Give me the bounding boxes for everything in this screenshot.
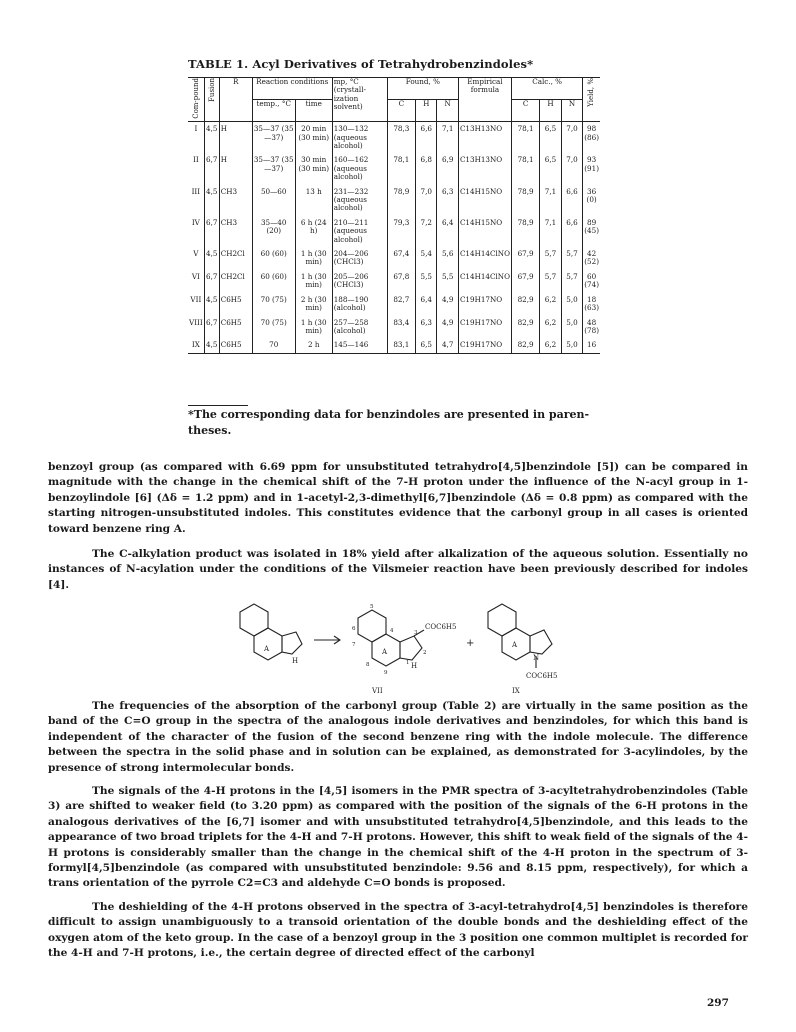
table-row: [188, 185, 600, 216]
header-yield: Yield, %: [583, 78, 600, 122]
cell-calc-h: 6,2: [540, 293, 561, 316]
table-row: [188, 216, 600, 247]
cell-yield: 36 (0): [583, 185, 600, 216]
cell-found-c: 83,1: [387, 338, 415, 353]
cell-found-c: 79,3: [387, 216, 415, 247]
cell-temp: 50—60: [252, 185, 295, 216]
cell-calc-n: 6,6: [561, 216, 583, 247]
cell-found-n: 7,1: [437, 122, 458, 154]
cell-found-h: 6,6: [416, 122, 437, 154]
cell-calc-c: 78,1: [511, 122, 539, 154]
cell-time: 2 h (30 min): [295, 293, 332, 316]
ring-label-a-middle: A: [382, 648, 388, 656]
cell-calc-c: 67,9: [511, 270, 539, 293]
cell-calc-c: 78,9: [511, 216, 539, 247]
header-calc-h: H: [540, 100, 561, 122]
cell-calc-n: 6,6: [561, 185, 583, 216]
cell-mp: 130—132 (aqueous alcohol): [332, 122, 387, 154]
header-found-h: H: [416, 100, 437, 122]
cell-found-n: 6,3: [437, 185, 458, 216]
cell-calc-c: 78,1: [511, 153, 539, 184]
cell-time: 2 h: [295, 338, 332, 353]
benzene-ring-a: [254, 628, 282, 660]
cell-calc-c: 82,9: [511, 316, 539, 339]
cell-calc-n: 5,0: [561, 293, 583, 316]
table-title: TABLE 1. Acyl Derivatives of Tetrahydrobenzindoles*: [188, 57, 534, 71]
cell-fusion: 4,5: [204, 293, 219, 316]
cell-fusion: 6,7: [204, 316, 219, 339]
benzoyl-label-top: COC6H5: [425, 623, 457, 631]
ring-label-a-left: A: [264, 645, 270, 653]
cell-mp: 205—206 (CHCl3): [332, 270, 387, 293]
cell-time: 1 h (30 min): [295, 316, 332, 339]
cell-found-n: 4,9: [437, 293, 458, 316]
table-row: [188, 122, 600, 154]
cell-formula: C13H13NO: [458, 122, 511, 154]
cell-found-n: 6,4: [437, 216, 458, 247]
cell-yield: 98 (86): [583, 122, 600, 154]
cell-calc-h: 7,1: [540, 216, 561, 247]
cell-calc-n: 5,0: [561, 316, 583, 339]
cell-yield: 18 (63): [583, 293, 600, 316]
cell-time: 1 h (30 min): [295, 247, 332, 270]
cell-fusion: 4,5: [204, 185, 219, 216]
cell-r: H: [219, 153, 252, 184]
header-found-n: N: [437, 100, 458, 122]
cell-r: CH2Cl: [219, 247, 252, 270]
cell-compound: VI: [191, 271, 200, 281]
cell-calc-n: 5,7: [561, 247, 583, 270]
cell-fusion: 4,5: [204, 338, 219, 353]
cell-yield: 42 (52): [583, 247, 600, 270]
cell-mp: 231—232 (aqueous alcohol): [332, 185, 387, 216]
cell-r: CH3: [219, 216, 252, 247]
header-reaction-conditions: Reaction conditions: [252, 78, 332, 100]
header-found-c: C: [387, 100, 415, 122]
cell-formula: C19H17NO: [458, 316, 511, 339]
table-footnote: *The corresponding data for benzindoles are presented in paren-theses.: [188, 408, 590, 437]
cell-compound: V: [193, 249, 199, 259]
cell-found-c: 78,3: [387, 122, 415, 154]
cell-calc-c: 82,9: [511, 338, 539, 353]
cell-found-h: 7,0: [416, 185, 437, 216]
cell-formula: C14H15NO: [458, 216, 511, 247]
cyclohexane-ring: [240, 604, 268, 636]
cell-found-c: 78,1: [387, 153, 415, 184]
cell-found-h: 6,3: [416, 316, 437, 339]
table-row: [188, 153, 600, 184]
page-number: 297: [707, 997, 729, 1009]
cell-formula: C19H17NO: [458, 293, 511, 316]
header-r: R: [219, 78, 252, 122]
cell-r: H: [219, 122, 252, 154]
paragraph-5: The deshielding of the 4-H protons observed in the spectra of 3-acyl-tetrahydro[4,5] benzindoles is therefore difficult to assign unambiguously to a transoid orientation of the double bonds and the deshielding effect of the oxygen atom of the keto group. In the case of a benzoyl group in the 3 position one common multiplet is recorded for the 4-H and 7-H protons, i.e., the certain degree of directed effect of the carbonyl: [48, 901, 748, 960]
cell-found-n: 4,7: [437, 338, 458, 353]
ring-label-a-right: A: [512, 641, 518, 649]
footnote-rule: [188, 405, 248, 406]
cell-compound: IV: [191, 217, 200, 227]
header-calc-c: C: [511, 100, 539, 122]
cell-time: 1 h (30 min): [295, 270, 332, 293]
cell-calc-n: 5,7: [561, 270, 583, 293]
header-calc-n: N: [561, 100, 583, 122]
benzoyl-label-bottom: COC6H5: [526, 672, 558, 680]
cell-r: C6H5: [219, 316, 252, 339]
paragraph-2: The C-alkylation product was isolated in 18% yield after alkalization of the aqueous solution. Essentially no instances of N-acylation under the conditions of the Vilsmeier reaction have been previously described for indoles [4].: [48, 548, 748, 591]
header-mp: mp, °C (crystall-ization solvent): [332, 78, 387, 122]
reaction-scheme: [230, 600, 570, 695]
atom-number-8: 8: [366, 662, 370, 668]
table-row: [188, 316, 600, 339]
paragraph-1: benzoyl group (as compared with 6.69 ppm for unsubstituted tetrahydro[4,5]benzindole [5]) can be compared in magnitude with the change in the chemical shift of the 7-H proton under the influence of the N-acyl group in 1-benzoylindole [6] (Δδ = 1.2 ppm) and in 1-acetyl-2,3-dimethyl[6,7]benzindole (Δδ = 0.8 ppm) as compared with the starting nitrogen-unsubstituted indoles. This constitutes evidence that the carbonyl group in all cases is oriented toward benzene ring A.: [48, 461, 748, 535]
cell-time: 20 min (30 min): [295, 122, 332, 154]
cell-time: 30 min (30 min): [295, 153, 332, 184]
header-time: time: [295, 100, 332, 122]
header-compound: Com-pound: [188, 78, 204, 122]
atom-number-7: 7: [352, 642, 356, 648]
cell-r: C6H5: [219, 293, 252, 316]
cell-temp: 35—37 (35—37): [252, 153, 295, 184]
cell-r: C6H5: [219, 338, 252, 353]
cell-calc-h: 6,5: [540, 122, 561, 154]
cell-formula: C14H14ClNO: [458, 247, 511, 270]
cell-temp: 60 (60): [252, 247, 295, 270]
cell-formula: C13H13NO: [458, 153, 511, 184]
cell-mp: 188—190 (alcohol): [332, 293, 387, 316]
cell-compound: II: [193, 155, 199, 165]
cell-fusion: 4,5: [204, 122, 219, 154]
cell-formula: C19H17NO: [458, 338, 511, 353]
cell-calc-h: 7,1: [540, 185, 561, 216]
paragraph-3: The frequencies of the absorption of the carbonyl group (Table 2) are virtually in the same position as the band of the C=O group in the spectra of the analogous indole derivatives and benzindoles, for which this band is independent of the character of the fusion of the second benzene ring with the indole molecule. The difference between the spectra in the solid phase and in solution can be explained, as demonstrated for 3-acylindoles, by the presence of strong intermolecular bonds.: [48, 700, 748, 774]
cell-fusion: 6,7: [204, 153, 219, 184]
cell-temp: 70 (75): [252, 316, 295, 339]
cell-calc-h: 5,7: [540, 247, 561, 270]
cell-found-c: 82,7: [387, 293, 415, 316]
cell-mp: 204—206 (CHCl3): [332, 247, 387, 270]
cell-mp: 210—211 (aqueous alcohol): [332, 216, 387, 247]
cell-found-h: 5,5: [416, 270, 437, 293]
cell-calc-c: 78,9: [511, 185, 539, 216]
table-row: [188, 338, 600, 353]
cell-time: 13 h: [295, 185, 332, 216]
cell-compound: III: [191, 186, 201, 196]
cell-found-h: 6,4: [416, 293, 437, 316]
header-empirical: Empirical formula: [458, 78, 511, 122]
cell-found-h: 7,2: [416, 216, 437, 247]
table-row: [188, 270, 600, 293]
cell-yield: 93 (91): [583, 153, 600, 184]
pyrrole-ring: [282, 632, 302, 654]
header-temp: temp., °C: [252, 100, 295, 122]
cell-found-h: 6,8: [416, 153, 437, 184]
cell-mp: 160—162 (aqueous alcohol): [332, 153, 387, 184]
cell-compound: IX: [188, 338, 204, 353]
cell-found-h: 5,4: [416, 247, 437, 270]
cell-found-n: 5,6: [437, 247, 458, 270]
cell-calc-h: 6,2: [540, 316, 561, 339]
plus-sign: +: [466, 638, 475, 649]
cell-mp: 257—258 (alcohol): [332, 316, 387, 339]
cell-found-n: 6,9: [437, 153, 458, 184]
atom-number-2: 2: [423, 650, 427, 656]
cell-found-c: 67,4: [387, 247, 415, 270]
atom-number-4: 4: [390, 628, 394, 634]
cell-formula: C14H14ClNO: [458, 270, 511, 293]
cell-compound: I: [194, 124, 198, 134]
nh-label-middle: H: [411, 662, 418, 670]
cell-calc-n: 5,0: [561, 338, 583, 353]
cell-calc-h: 5,7: [540, 270, 561, 293]
cell-yield: 48 (78): [583, 316, 600, 339]
cell-temp: 70 (75): [252, 293, 295, 316]
paragraph-4: The signals of the 4-H protons in the [4,5] isomers in the PMR spectra of 3-acyltetrahydrobenzindoles (Table 3) are shifted to weaker field (to 3.20 ppm) as compared with the position of the signals of the 6-H protons in the analogous derivatives of the [6,7] isomer and with unsubstituted tetrahydro[4,5]benzindole, and this leads to the appearance of two broad triplets for the 4-H and 7-H protons. However, this shift to weak field of the signals of the 4-H protons is considerably smaller than the change in the chemical shift of the 4-H proton in the spectrum of 3-formyl[4,5]benzindole (as compared with unsubstituted benzindole: 9.56 and 8.15 ppm, respectively), for which a trans orientation of the pyrrole C2=C3 and aldehyde C=O bonds is proposed.: [48, 785, 748, 890]
compound-label-ix: IX: [512, 687, 520, 695]
nh-label-left: H: [292, 657, 299, 665]
cell-found-c: 67,8: [387, 270, 415, 293]
cell-temp: 70: [252, 338, 295, 353]
atom-number-6: 6: [352, 626, 356, 632]
table-row: [188, 293, 600, 316]
cell-found-n: 5,5: [437, 270, 458, 293]
cell-calc-c: 82,9: [511, 293, 539, 316]
atom-number-5: 5: [370, 604, 374, 610]
atom-number-3: 3: [414, 630, 418, 636]
cell-compound: VII: [190, 294, 202, 304]
cell-fusion: 4,5: [204, 247, 219, 270]
cell-temp: 35—40 (20): [252, 216, 295, 247]
cell-r: CH2Cl: [219, 270, 252, 293]
table-row: [188, 247, 600, 270]
cell-fusion: 6,7: [204, 216, 219, 247]
cell-calc-c: 67,9: [511, 247, 539, 270]
cell-found-n: 4,9: [437, 316, 458, 339]
cell-yield: 89 (45): [583, 216, 600, 247]
cell-found-h: 6,5: [416, 338, 437, 353]
cell-calc-h: 6,5: [540, 153, 561, 184]
cell-temp: 60 (60): [252, 270, 295, 293]
header-calc: Calc., %: [511, 78, 582, 100]
cell-found-c: 78,9: [387, 185, 415, 216]
cell-time: 6 h (24 h): [295, 216, 332, 247]
cell-calc-n: 7,0: [561, 122, 583, 154]
cell-temp: 35—37 (35—37): [252, 122, 295, 154]
n-label-right: N: [533, 654, 540, 662]
cell-calc-h: 6,2: [540, 338, 561, 353]
acyl-derivatives-table: [188, 77, 600, 354]
cell-found-c: 83,4: [387, 316, 415, 339]
cell-calc-n: 7,0: [561, 153, 583, 184]
cell-fusion: 6,7: [204, 270, 219, 293]
cell-yield: 60 (74): [583, 270, 600, 293]
cell-compound: VIII: [189, 317, 203, 327]
cell-formula: C14H15NO: [458, 185, 511, 216]
cell-r: CH3: [219, 185, 252, 216]
cell-mp: 145—146: [332, 338, 387, 353]
header-fusion: Fusion: [204, 78, 219, 122]
atom-number-1: 1: [406, 660, 410, 666]
cell-yield: 16: [583, 338, 600, 353]
atom-number-9: 9: [384, 670, 388, 676]
header-found: Found, %: [387, 78, 458, 100]
compound-label-vii: VII: [372, 687, 383, 695]
